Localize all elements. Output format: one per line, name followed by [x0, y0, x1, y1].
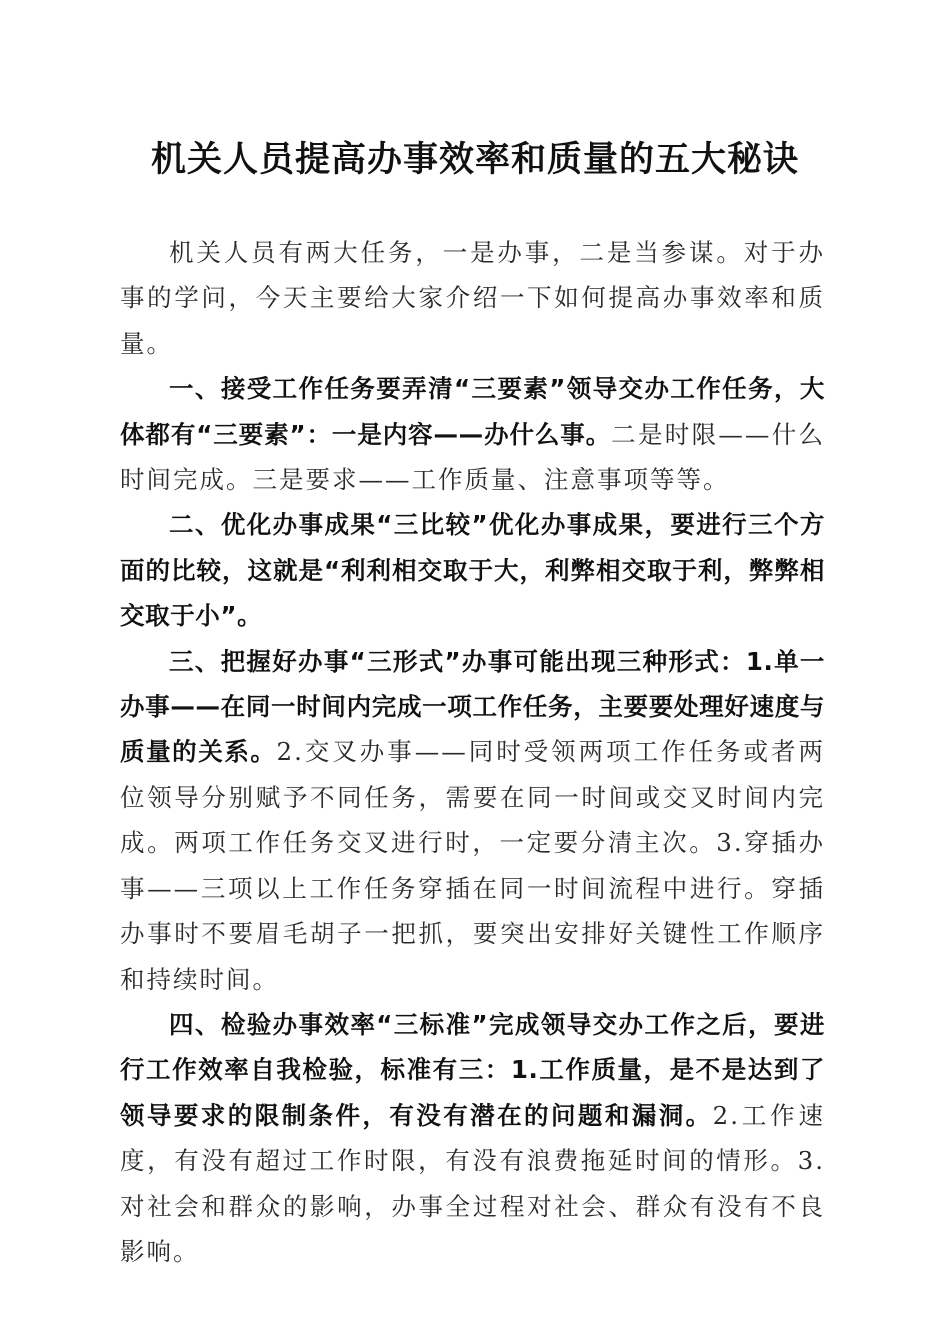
- section-4-heading-text: 四、检验办事效率“三标准”完成领导交办工作之后，要进行工作效率自我检验，标准有三：1.工作质量，是不是达到了领导要求的限制条件，有没有潜在的问题和漏洞。: [120, 1009, 825, 1130]
- section-3-heading-text: 三、把握好办事“三形式”办事可能出现三种形式：1.单一办事——在同一时间内完成一项工作任务，主要要处理好速度与质量的关系。: [120, 646, 825, 767]
- document-title: 机关人员提高办事效率和质量的五大秘诀: [150, 139, 799, 180]
- section-1-heading-text: 一、接受工作任务要弄清“三要素”领导交办工作任务，大体都有“三要素”：一是内容——办什么事。: [120, 374, 825, 449]
- section-4-body-text: 2.工作速度，有没有超过工作时限，有没有浪费拖延时间的情形。3.对社会和群众的影响，办事全过程对社会、群众有没有不良影响。: [120, 1100, 825, 1266]
- intro-paragraph: 机关人员有两大任务，一是办事，二是当参谋。对于办事的学问，今天主要给大家介绍一下如何提高办事效率和质量。: [120, 238, 825, 358]
- section-2-heading-text: 二、优化办事成果“三比较”优化办事成果，要进行三个方面的比较，这就是“利利相交取于大，利弊相交取于利，弊弊相交取于小”。: [120, 510, 825, 631]
- section-1-paragraph: [120, 366, 825, 502]
- section-4-paragraph: [120, 1002, 825, 1274]
- section-3-paragraph: [120, 639, 825, 1002]
- document-body: [120, 230, 825, 1274]
- section-1-body-text: 二是时限——什么时间完成。三是要求——工作质量、注意事项等等。: [120, 419, 826, 495]
- section-2-paragraph: [120, 502, 825, 638]
- section-3-body-text: 2.交叉办事——同时受领两项工作任务或者两位领导分别赋予不同任务，需要在同一时间或交叉时间内完成。两项工作任务交叉进行时，一定要分清主次。3.穿插办事——三项以上工作任务穿插在同一时间流程中进行。穿插办事时不要眉毛胡子一把抓，要突出安排好关键性工作顺序和持续时间。: [120, 737, 825, 994]
